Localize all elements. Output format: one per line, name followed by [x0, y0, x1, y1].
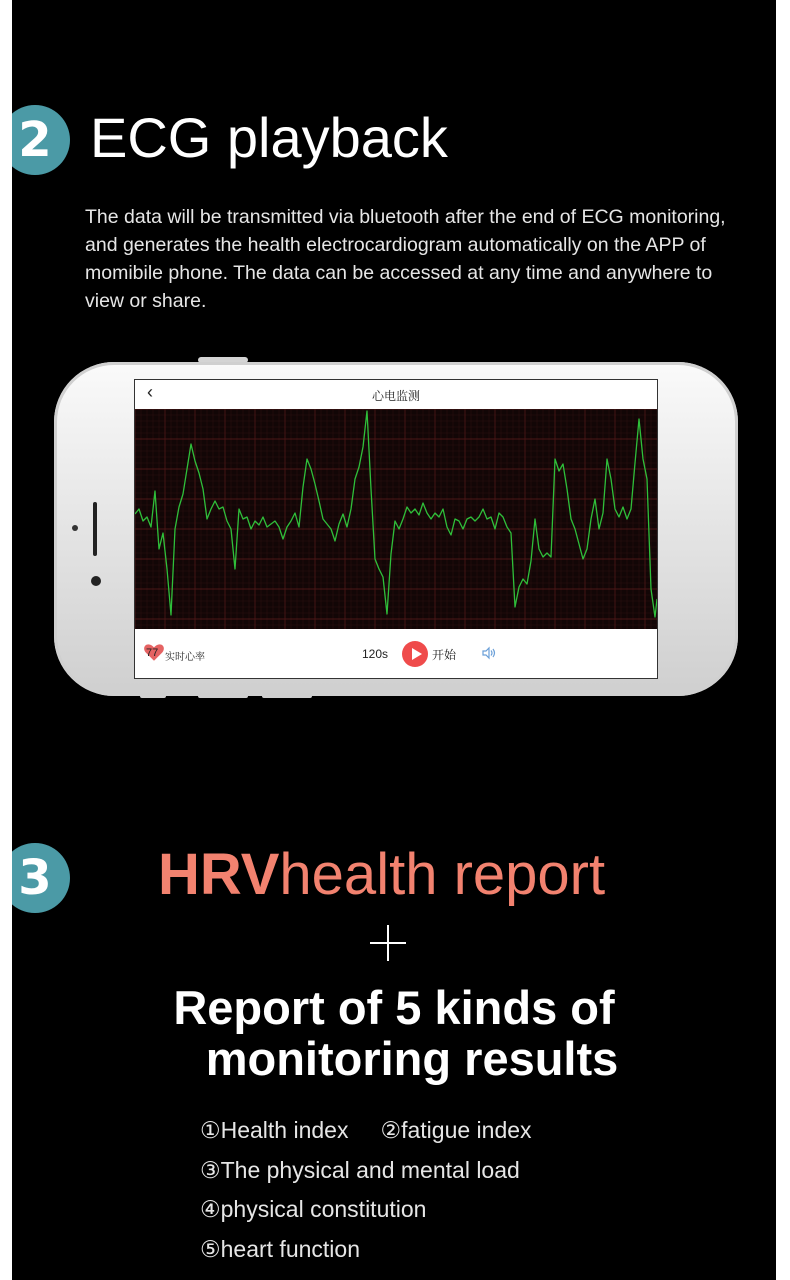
phone-volume-down-button	[262, 693, 312, 698]
section-description: The data will be transmitted via bluetooth after the end of ECG monitoring, and generates the health electrocardiogram automatically on the APP of momibile phone. The data can be accessed at any time and anywhere to view or share.	[85, 206, 726, 312]
app-title: 心电监测	[371, 389, 420, 403]
plus-icon	[370, 925, 406, 961]
phone-volume-up-button	[198, 693, 248, 698]
section-number-badge: 3	[12, 843, 70, 913]
duration-value: 120s	[362, 647, 389, 661]
section-number-badge: 2	[12, 105, 70, 175]
list-item: ③The physical and mental load	[200, 1156, 520, 1183]
list-item: ④physical constitution	[200, 1196, 427, 1222]
section-title: ECG playback	[90, 106, 448, 169]
ecg-graph	[135, 409, 657, 629]
phone-sensor	[72, 525, 78, 531]
app-footer	[135, 629, 657, 679]
app-screen	[134, 379, 658, 679]
index-list	[200, 1111, 532, 1269]
list-item: ⑤heart function	[200, 1235, 360, 1262]
list-item: ②fatigue index	[380, 1117, 532, 1143]
heart-rate-label: 实时心率	[165, 652, 205, 663]
report-subtitle-line2: monitoring results	[205, 1032, 619, 1085]
play-button[interactable]	[402, 641, 428, 667]
report-subtitle-line1: Report of 5 kinds of	[173, 981, 615, 1034]
phone-camera	[91, 576, 101, 586]
app-header	[135, 380, 657, 410]
hrv-report-title	[158, 838, 605, 912]
back-chevron-icon[interactable]: ‹	[147, 382, 153, 402]
volume-icon[interactable]	[481, 645, 497, 661]
heart-rate-value: 77	[146, 647, 159, 659]
promo-canvas	[12, 0, 776, 1280]
phone-side-button	[140, 693, 166, 698]
start-label[interactable]: 开始	[432, 648, 457, 662]
hrv-title-bold: HRV	[158, 842, 280, 907]
phone-speaker	[93, 502, 97, 556]
list-item: ①Health index	[200, 1117, 349, 1143]
report-subtitle	[12, 982, 776, 1084]
hrv-title-rest: health report	[279, 842, 606, 907]
